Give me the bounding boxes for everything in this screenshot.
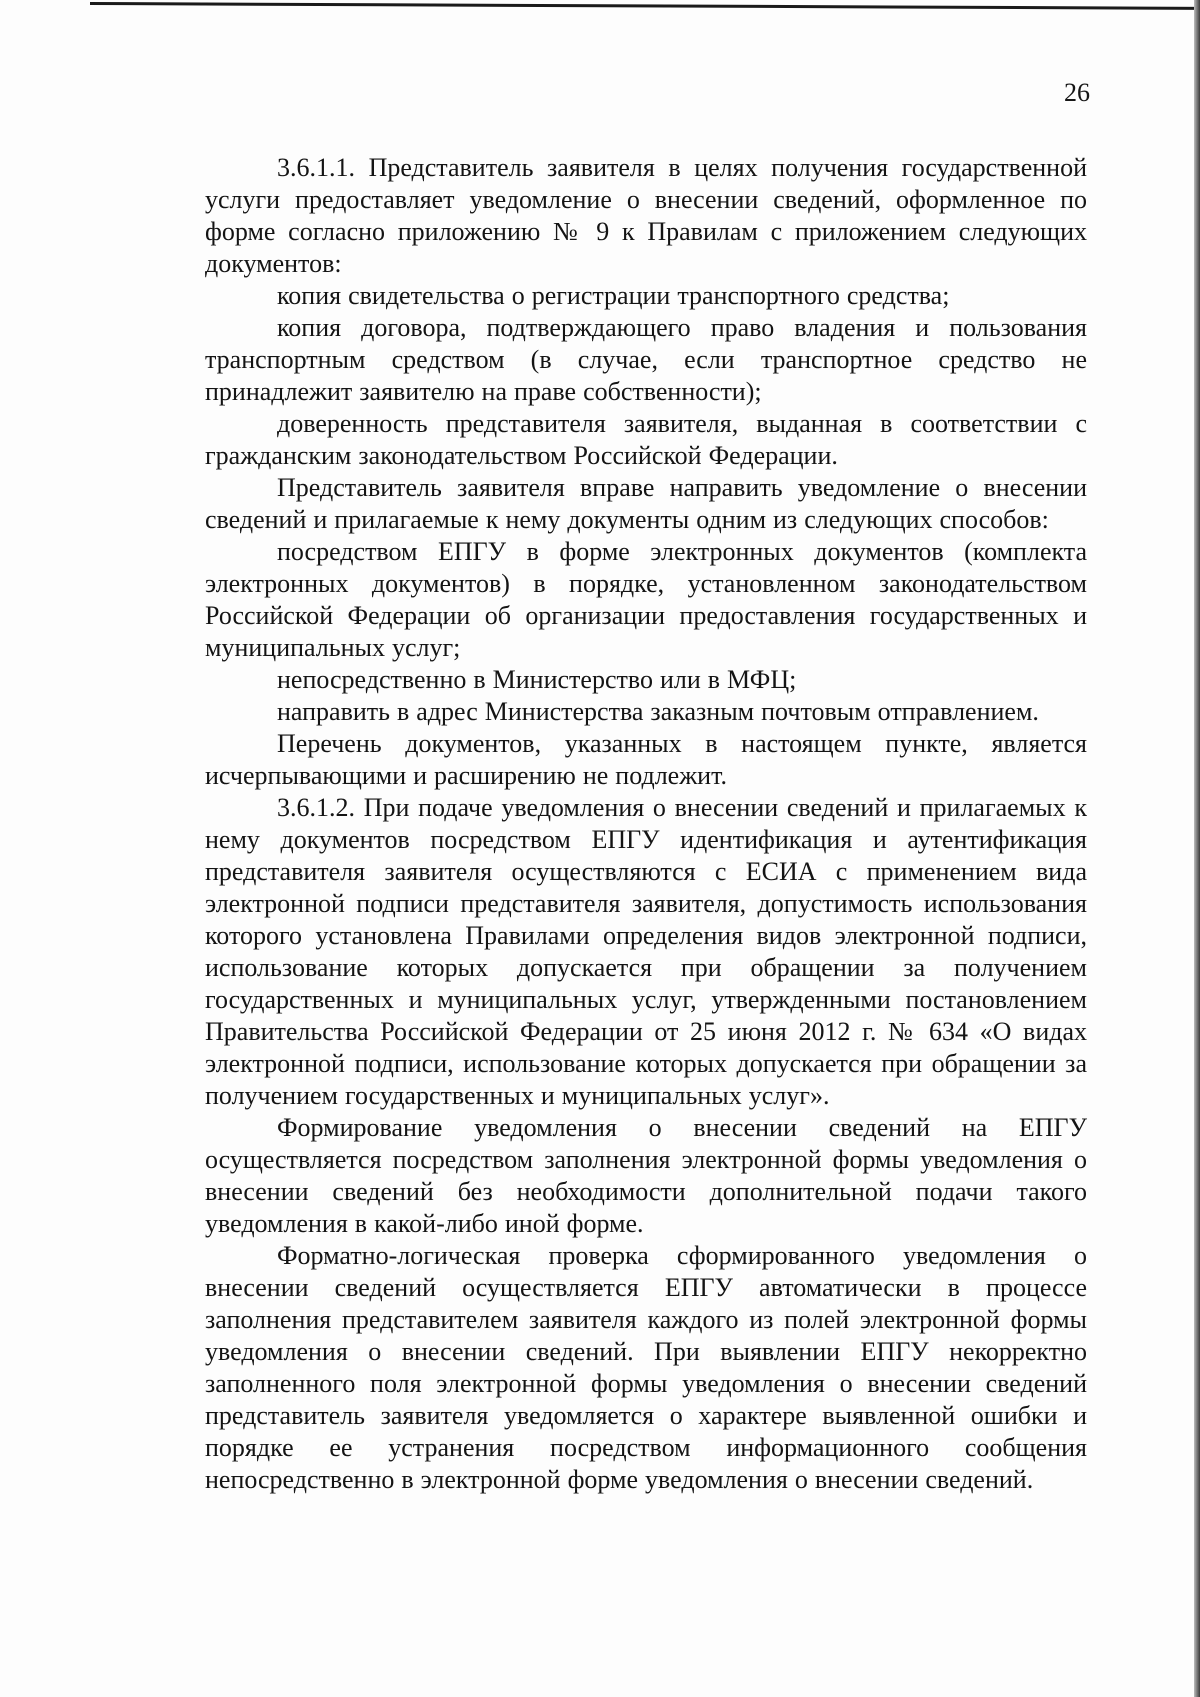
paragraph-3-6-1-1: 3.6.1.1. Представитель заявителя в целях получения государственной услуги предоставляет уведомление о внесении сведений, оформленное по форме согласно приложению № 9 к Правилам с приложением следующих документов: <box>205 153 1087 278</box>
paragraph-vehicle-certificate-copy: копия свидетельства о регистрации транспортного средства; <box>277 281 950 310</box>
paragraph-submission-methods: Представитель заявителя вправе направить уведомление о внесении сведений и прилагаемые к нему документы одним из следующих способов: <box>205 473 1087 534</box>
paragraph-contract-copy: копия договора, подтверждающего право владения и пользования транспортным средством (в случае, если транспортное средство не принадлежит заявителю на праве собственности); <box>205 313 1087 406</box>
document-body <box>205 152 1087 1496</box>
scan-edge-top <box>90 2 1200 10</box>
paragraph-notification-forming: Формирование уведомления о внесении сведений на ЕПГУ осуществляется посредством заполнения электронной формы уведомления о внесении сведений без необходимости дополнительной подачи такого уведомления в какой-либо иной форме. <box>205 1113 1087 1238</box>
paragraph-method-mail: направить в адрес Министерства заказным почтовым отправлением. <box>277 697 1039 726</box>
paragraph-format-logic-check: Форматно-логическая проверка сформированного уведомления о внесении сведений осуществляется ЕПГУ автоматически в процессе заполнения представителем заявителя каждого из полей электронной формы уведомления о внесении сведений. При выявлении ЕПГУ некорректно заполненного поля электронной формы уведомления о внесении сведений представитель заявителя уведомляется о характере выявленной ошибки и порядке ее устранения посредством информационного сообщения непосредственно в электронной форме уведомления о внесении сведений. <box>205 1241 1087 1494</box>
paragraph-3-6-1-2: 3.6.1.2. При подаче уведомления о внесении сведений и прилагаемых к нему документов посредством ЕПГУ идентификация и аутентификация представителя заявителя осуществляются с ЕСИА с применением вида электронной подписи представителя заявителя, допустимость использования которого установлена Правилами определения видов электронной подписи, использование которых допускается при обращении за получением государственных и муниципальных услуг, утвержденными постановлением Правительства Российской Федерации от 25 июня 2012 г. № 634 «О видах электронной подписи, использование которых допускается при обращении за получением государственных и муниципальных услуг». <box>205 793 1087 1110</box>
paragraph-power-of-attorney: доверенность представителя заявителя, выданная в соответствии с гражданским законодательством Российской Федерации. <box>205 409 1087 470</box>
scan-edge-right <box>1194 0 1200 1697</box>
paragraph-documents-list-exhaustive: Перечень документов, указанных в настоящем пункте, является исчерпывающими и расширению не подлежит. <box>205 729 1087 790</box>
page-number: 26 <box>1064 78 1090 107</box>
paragraph-method-in-person: непосредственно в Министерство или в МФЦ; <box>277 665 797 694</box>
paragraph-method-epgu: посредством ЕПГУ в форме электронных документов (комплекта электронных документов) в порядке, установленном законодательством Российской Федерации об организации предоставления государственных и муниципальных услуг; <box>205 537 1087 662</box>
